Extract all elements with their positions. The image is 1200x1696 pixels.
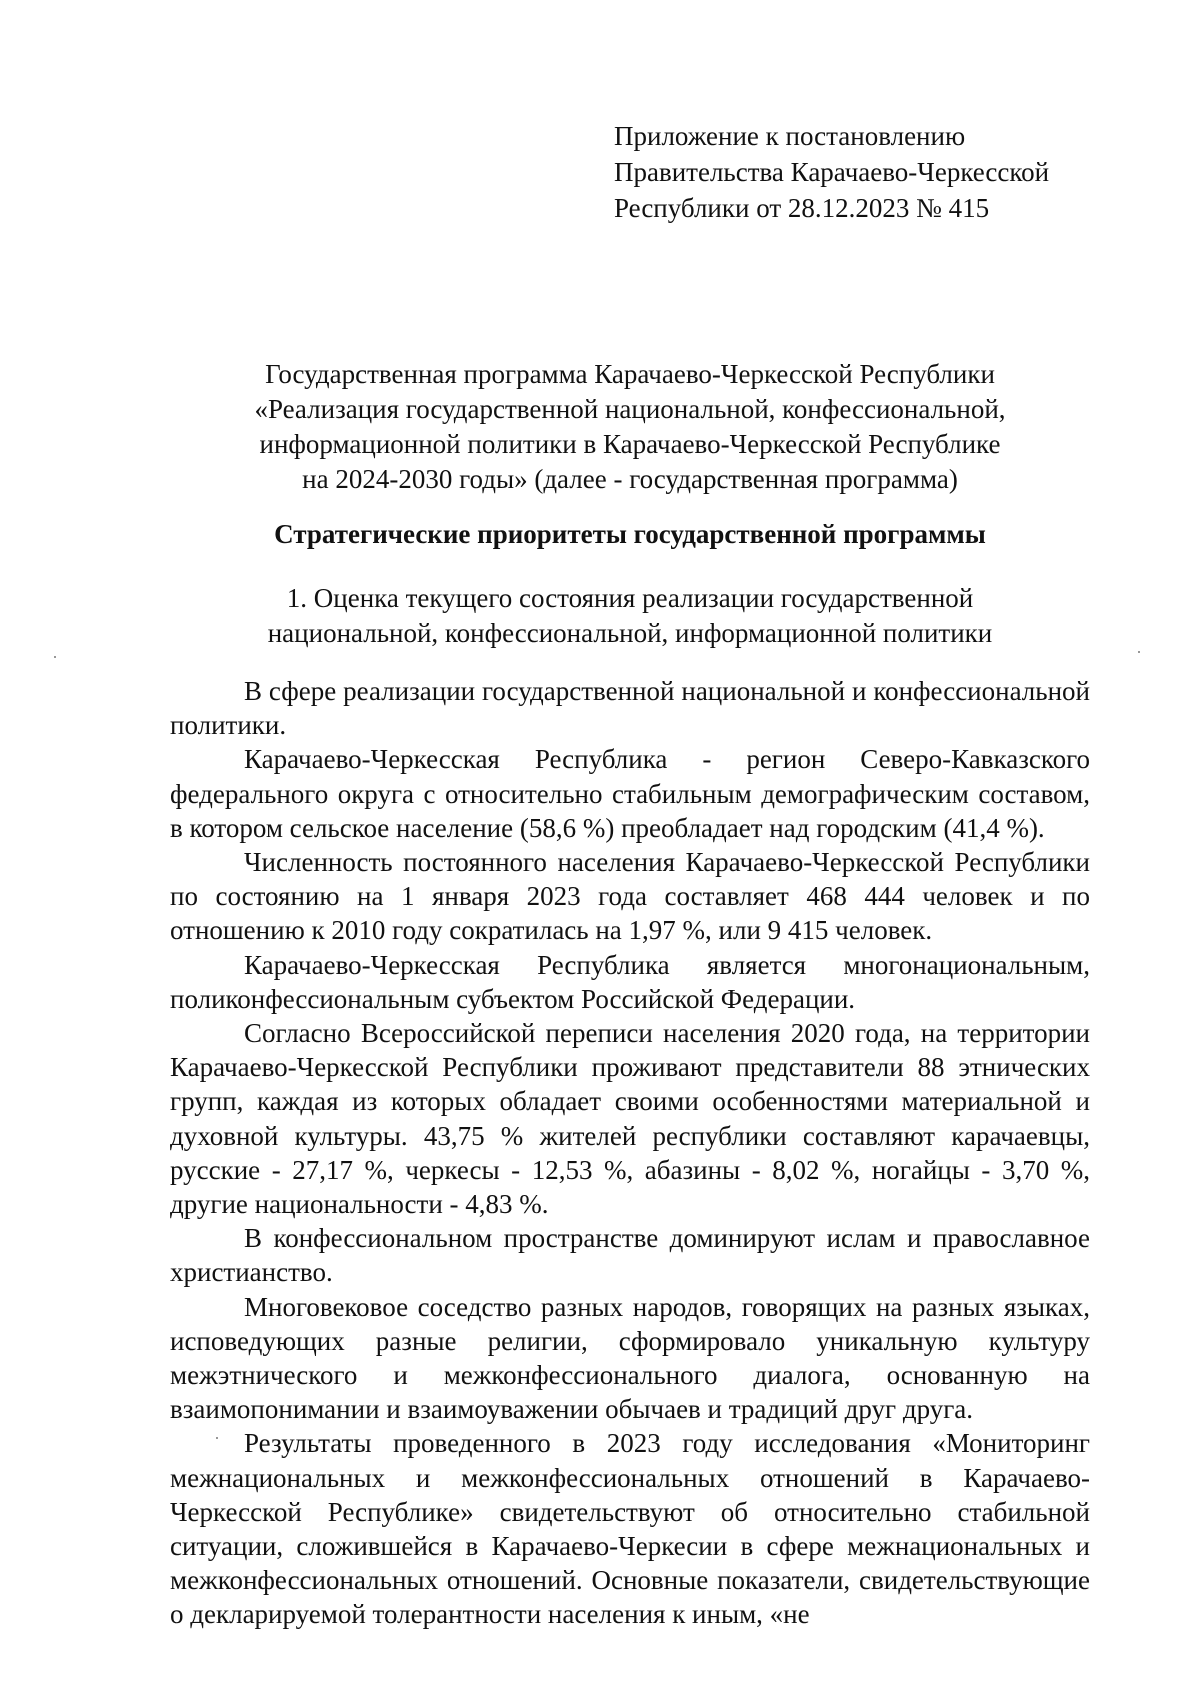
program-title-line: «Реализация государственной национальной, конфессиональной,: [254, 394, 1006, 424]
body-text: [170, 674, 1090, 1632]
paragraph: Многовековое соседство разных народов, говорящих на разных языках, исповедующих разные религии, сформировало уникальную культуру межэтнического и межконфессионального диалога, основанную на взаимопонимании и взаимоуважении обычаев и традиций друг друга.: [170, 1291, 1090, 1425]
subsection-heading-line: национальной, конфессиональной, информационной политики: [267, 618, 993, 648]
paragraph: Карачаево-Черкесская Республика - регион Северо-Кавказского федерального округа с относительно стабильным демографическим составом, в котором сельское население (58,6 %) преобладает над городским (41,4 %).: [170, 744, 1090, 843]
program-title-line: Государственная программа Карачаево-Черкесской Республики: [265, 359, 995, 389]
attachment-line: Республики от 28.12.2023 № 415: [614, 193, 990, 223]
attachment-line: Приложение к постановлению: [614, 121, 966, 151]
scan-speck: [216, 1437, 218, 1439]
scan-speck: [1138, 651, 1140, 653]
program-title-line: информационной политики в Карачаево-Черкесской Республике: [259, 429, 1001, 459]
attachment-note: [614, 118, 1049, 226]
paragraph: Результаты проведенного в 2023 году исследования «Мониторинг межнациональных и межконфессиональных отношений в Карачаево-Черкесской Республике» свидетельствуют об относительно стабильной ситуации, сложившейся в Карачаево-Черкесии в сфере межнациональных и межконфессиональных отношений. Основные показатели, свидетельствующие о декларируемой толерантности населения к иным, «не: [170, 1428, 1090, 1630]
section-heading: Стратегические приоритеты государственной программы: [274, 519, 986, 549]
subsection-heading-line: 1. Оценка текущего состояния реализации государственной: [286, 583, 974, 613]
paragraph: В конфессиональном пространстве доминируют ислам и православное христианство.: [170, 1223, 1090, 1288]
program-title-line: на 2024-2030 годы» (далее - государственная программа): [302, 464, 958, 494]
attachment-line: Правительства Карачаево-Черкесской: [614, 157, 1050, 187]
paragraph: Численность постоянного населения Карачаево-Черкесской Республики по состоянию на 1 января 2023 года составляет 468 444 человек и по отношению к 2010 году сократилась на 1,97 %, или 9 415 человек.: [170, 847, 1090, 946]
scan-speck: [54, 656, 56, 658]
paragraph: Согласно Всероссийской переписи населения 2020 года, на территории Карачаево-Черкесской Республики проживают представители 88 этнических групп, каждая из которых обладает своими особенностями материальной и духовной культуры. 43,75 % жителей республики составляют карачаевцы, русские - 27,17 %, черкесы - 12,53 %, абазины - 8,02 %, ногайцы - 3,70 %, другие национальности - 4,83 %.: [170, 1018, 1090, 1220]
paragraph: Карачаево-Черкесская Республика является многонациональным, поликонфессиональным субъектом Российской Федерации.: [170, 949, 1090, 1014]
subsection-heading: [170, 581, 1090, 651]
paragraph: В сфере реализации государственной национальной и конфессиональной политики.: [170, 676, 1090, 741]
program-title: [170, 357, 1090, 497]
